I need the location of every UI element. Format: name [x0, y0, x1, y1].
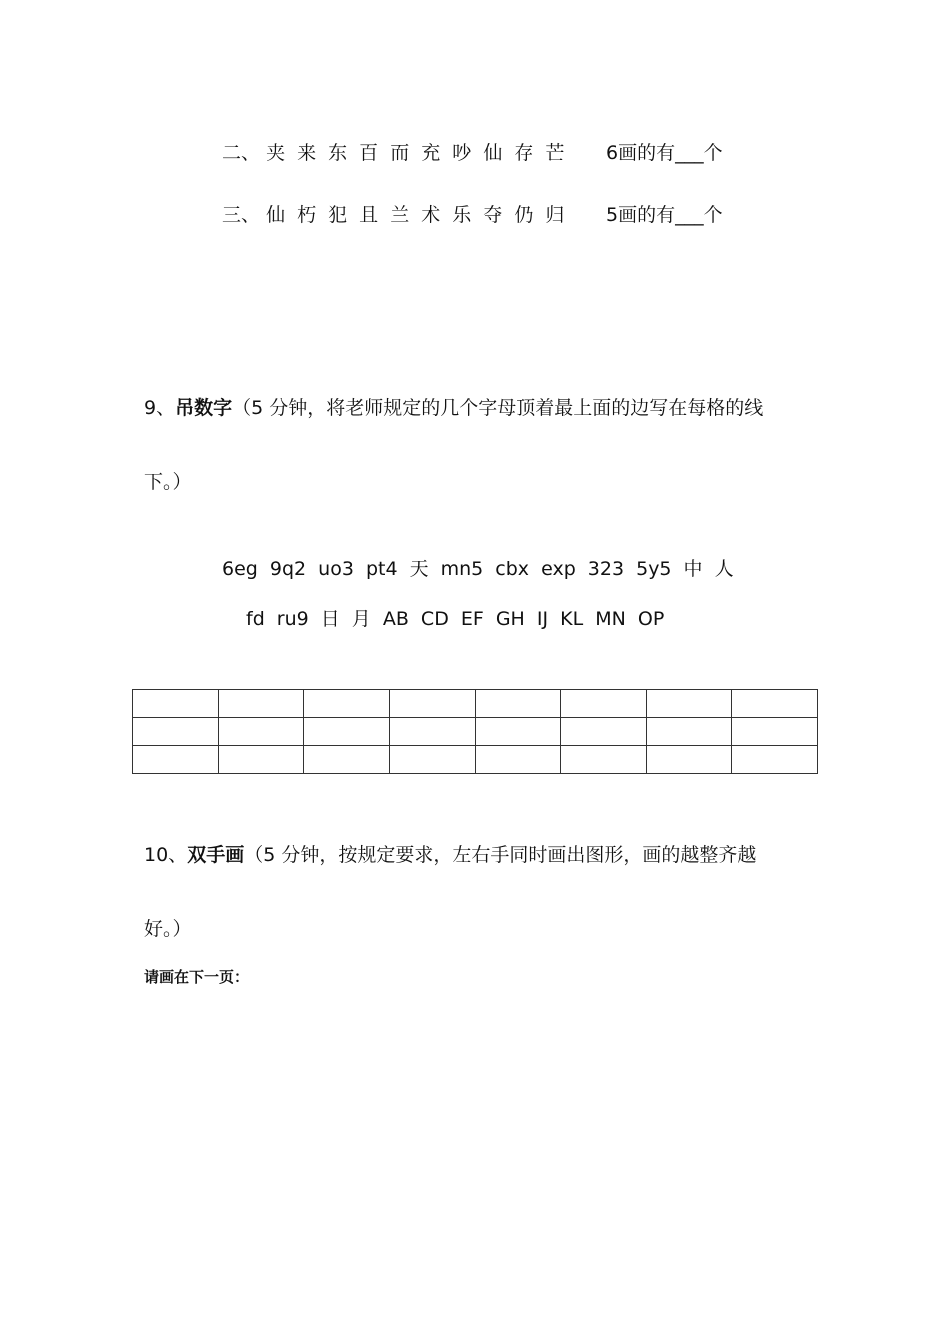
grid-cell[interactable]: [218, 746, 304, 774]
q9-letters-line2: fd ru9 日 月 AB CD EF GH IJ KL MN OP: [246, 608, 665, 630]
stroke-item-label: 三、: [222, 204, 261, 226]
q9-desc-line2: 下。）: [144, 471, 192, 493]
q10-heading: [144, 840, 756, 867]
grid-cell[interactable]: [304, 718, 390, 746]
grid-cell[interactable]: [475, 690, 561, 718]
grid-cell[interactable]: [561, 718, 647, 746]
grid-cell[interactable]: [475, 718, 561, 746]
q9-number: 9、: [144, 397, 176, 419]
grid-cell[interactable]: [561, 746, 647, 774]
grid-cell[interactable]: [389, 690, 475, 718]
q10-number: 10、: [144, 844, 188, 866]
grid-cell[interactable]: [389, 746, 475, 774]
grid-cell[interactable]: [133, 718, 219, 746]
grid-cell[interactable]: [646, 718, 732, 746]
stroke-item-question: 6画的有___个: [606, 142, 723, 164]
stroke-item-chars: 夹 来 东 百 而 充 吵 仙 存 芒: [266, 142, 565, 164]
grid-cell[interactable]: [304, 690, 390, 718]
stroke-item-label: 二、: [222, 142, 261, 164]
grid-cell[interactable]: [732, 746, 818, 774]
q9-title: 吊数字: [175, 397, 233, 419]
stroke-item-chars: 仙 朽 犯 且 兰 术 乐 夺 仍 归: [266, 204, 565, 226]
grid-cell[interactable]: [475, 746, 561, 774]
grid-cell[interactable]: [389, 718, 475, 746]
grid-cell[interactable]: [304, 746, 390, 774]
grid-cell[interactable]: [133, 746, 219, 774]
grid-cell[interactable]: [732, 718, 818, 746]
grid-cell[interactable]: [218, 690, 304, 718]
stroke-item-2: [222, 138, 564, 165]
q9-writing-grid: [132, 689, 818, 774]
grid-row: [133, 718, 818, 746]
grid-cell[interactable]: [133, 690, 219, 718]
q10-desc: （5 分钟，按规定要求，左右手同时画出图形，画的越整齐越: [244, 844, 757, 866]
grid-cell[interactable]: [646, 746, 732, 774]
q10-note: 请画在下一页：: [144, 968, 250, 986]
q10-desc-line2: 好。）: [144, 918, 192, 940]
grid-cell[interactable]: [732, 690, 818, 718]
stroke-item-question: 5画的有___个: [606, 204, 723, 226]
grid-row: [133, 746, 818, 774]
q9-desc: （5 分钟，将老师规定的几个字母顶着最上面的边写在每格的线: [232, 397, 764, 419]
grid-cell[interactable]: [218, 718, 304, 746]
q10-title: 双手画: [187, 844, 245, 866]
q9-heading: [144, 393, 763, 420]
stroke-item-3: [222, 200, 564, 227]
grid-row: [133, 690, 818, 718]
grid-cell[interactable]: [561, 690, 647, 718]
grid-cell[interactable]: [646, 690, 732, 718]
q9-letters-line1: 6eg 9q2 uo3 pt4 天 mn5 cbx exp 323 5y5 中 人: [222, 558, 734, 580]
